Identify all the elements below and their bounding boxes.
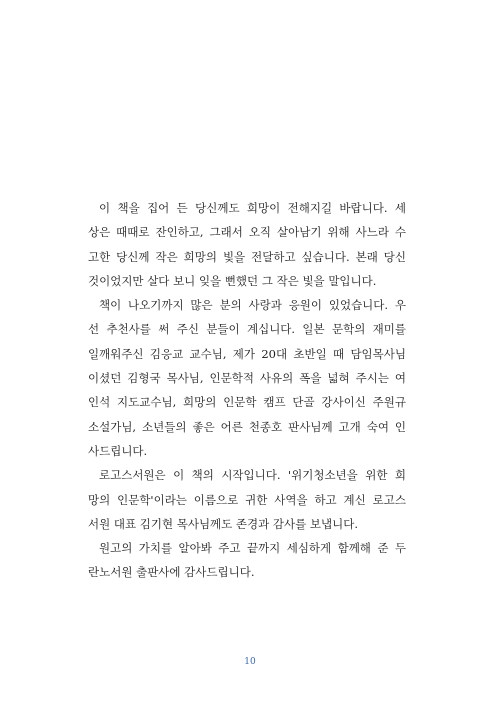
text-line: 서원 대표 김기현 목사님께도 존경과 감사를 보냅니다. [88,516,358,531]
paragraph-4 [88,536,406,585]
text-line: 사드립니다. [88,443,148,458]
text-line: 일깨워주신 김응교 교수님, 제가 20대 초반일 때 담임목사님 [88,346,406,361]
text-line: 이셨던 김형국 목사님, 인문학적 사유의 폭을 넓혀 주시는 여 [88,371,406,386]
paragraph-2 [88,293,406,463]
text-line: 로고스서원은 이 책의 시작입니다. '위기청소년을 위한 희 [99,468,406,483]
text-line: 소설가님, 소년들의 좋은 어른 천종호 판사님께 고개 숙여 인 [88,419,406,434]
body-text [88,196,406,585]
text-line: 책이 나오기까지 많은 분의 사랑과 응원이 있었습니다. 우 [99,298,406,313]
paragraph-1 [88,196,406,293]
text-line: 것이었지만 살다 보니 잊을 뻔했던 그 작은 빛을 말입니다. [88,273,377,288]
text-line: 원고의 가치를 알아봐 주고 끝까지 세심하게 함께해 준 두 [99,541,406,556]
text-line: 고한 당신께 작은 희망의 빛을 전달하고 싶습니다. 본래 당신 [88,249,406,264]
paragraph-3 [88,463,406,536]
text-line: 란노서원 출판사에 감사드립니다. [88,565,255,580]
text-line: 선 추천사를 써 주신 분들이 계십니다. 일본 문학의 재미를 [88,322,406,337]
text-line: 인석 지도교수님, 희망의 인문학 캠프 단골 강사이신 주원규 [88,395,406,410]
text-line: 이 책을 집어 든 당신께도 희망이 전해지길 바랍니다. 세 [99,201,406,215]
page-number: 10 [244,657,256,667]
text-line: 망의 인문학'이라는 이름으로 귀한 사역을 하고 계신 로고스 [88,492,406,507]
text-line: 상은 때때로 잔인하고, 그래서 오직 살아남기 위해 사느라 수 [88,225,406,240]
